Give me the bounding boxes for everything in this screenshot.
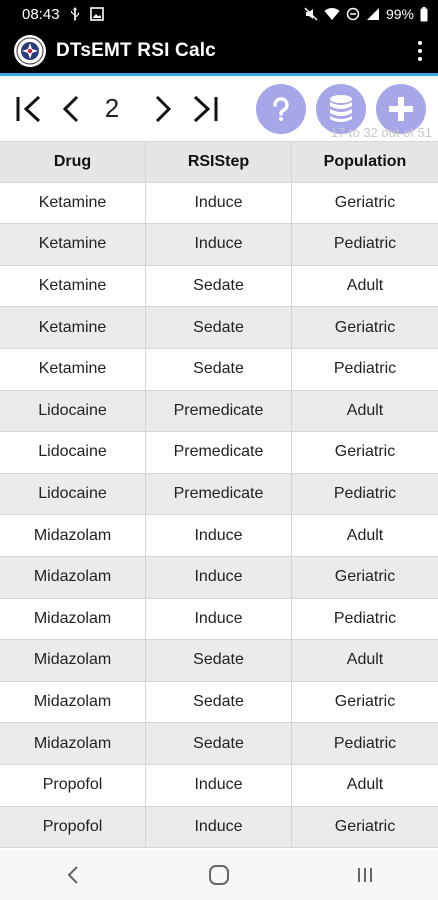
home-icon bbox=[208, 864, 230, 886]
help-icon bbox=[266, 94, 296, 124]
cell-drug: Midazolam bbox=[0, 640, 146, 682]
app-title: DTsEMT RSI Calc bbox=[56, 39, 216, 61]
status-bar bbox=[0, 0, 438, 28]
home-button[interactable] bbox=[189, 850, 249, 900]
cell-rsistep: Induce bbox=[146, 515, 292, 557]
data-table bbox=[0, 141, 438, 848]
help-button[interactable] bbox=[256, 84, 306, 134]
column-header-population[interactable]: Population bbox=[292, 141, 438, 183]
cell-rsistep: Sedate bbox=[146, 349, 292, 391]
cell-population: Pediatric bbox=[292, 599, 438, 641]
battery-icon bbox=[420, 6, 428, 22]
table-row[interactable] bbox=[0, 765, 438, 807]
cell-population: Pediatric bbox=[292, 224, 438, 266]
cell-drug: Midazolam bbox=[0, 599, 146, 641]
cell-drug: Ketamine bbox=[0, 224, 146, 266]
usb-icon bbox=[70, 6, 80, 22]
first-page-icon bbox=[13, 94, 45, 124]
cell-drug: Lidocaine bbox=[0, 432, 146, 474]
cell-drug: Ketamine bbox=[0, 183, 146, 225]
table-row[interactable] bbox=[0, 515, 438, 557]
cell-drug: Midazolam bbox=[0, 723, 146, 765]
table-row[interactable] bbox=[0, 183, 438, 225]
chevron-right-icon bbox=[152, 94, 174, 124]
recent-apps-button[interactable] bbox=[335, 850, 395, 900]
table-row[interactable] bbox=[0, 682, 438, 724]
last-page-button[interactable] bbox=[188, 91, 222, 127]
cell-drug: Propofol bbox=[0, 807, 146, 849]
status-time: 08:43 bbox=[22, 5, 60, 23]
cell-population: Geriatric bbox=[292, 183, 438, 225]
cell-drug: Lidocaine bbox=[0, 474, 146, 516]
cell-rsistep: Sedate bbox=[146, 640, 292, 682]
table-row[interactable] bbox=[0, 349, 438, 391]
overflow-menu-icon[interactable] bbox=[402, 27, 438, 75]
cell-population: Adult bbox=[292, 266, 438, 308]
cell-rsistep: Premedicate bbox=[146, 391, 292, 433]
cell-population: Geriatric bbox=[292, 682, 438, 724]
table-row[interactable] bbox=[0, 807, 438, 849]
cell-population: Geriatric bbox=[292, 807, 438, 849]
back-button[interactable] bbox=[43, 850, 103, 900]
data-saver-icon bbox=[346, 6, 360, 22]
cell-population: Pediatric bbox=[292, 349, 438, 391]
table-row[interactable] bbox=[0, 224, 438, 266]
table-row[interactable] bbox=[0, 474, 438, 516]
cell-rsistep: Induce bbox=[146, 183, 292, 225]
cell-rsistep: Induce bbox=[146, 807, 292, 849]
app-logo bbox=[14, 35, 46, 67]
cell-population: Geriatric bbox=[292, 432, 438, 474]
cell-drug: Ketamine bbox=[0, 266, 146, 308]
table-row[interactable] bbox=[0, 391, 438, 433]
table-row[interactable] bbox=[0, 640, 438, 682]
back-chevron-icon bbox=[66, 865, 80, 885]
cell-drug: Midazolam bbox=[0, 557, 146, 599]
cell-rsistep: Induce bbox=[146, 765, 292, 807]
recent-apps-icon bbox=[355, 866, 375, 884]
mute-icon bbox=[304, 6, 318, 22]
system-navigation-bar bbox=[0, 850, 438, 900]
cell-population: Geriatric bbox=[292, 307, 438, 349]
cell-rsistep: Sedate bbox=[146, 723, 292, 765]
column-header-drug[interactable]: Drug bbox=[0, 141, 146, 183]
cell-population: Adult bbox=[292, 640, 438, 682]
image-notification-icon bbox=[90, 6, 104, 22]
cell-drug: Ketamine bbox=[0, 349, 146, 391]
cell-rsistep: Premedicate bbox=[146, 432, 292, 474]
cell-population: Pediatric bbox=[292, 723, 438, 765]
cell-drug: Propofol bbox=[0, 765, 146, 807]
cell-rsistep: Induce bbox=[146, 557, 292, 599]
page-number: 2 bbox=[104, 93, 120, 123]
cell-rsistep: Induce bbox=[146, 224, 292, 266]
table-row[interactable] bbox=[0, 557, 438, 599]
cell-population: Pediatric bbox=[292, 474, 438, 516]
previous-page-button[interactable] bbox=[58, 91, 84, 127]
last-page-icon bbox=[189, 94, 221, 124]
cell-drug: Ketamine bbox=[0, 307, 146, 349]
table-row[interactable] bbox=[0, 432, 438, 474]
database-icon bbox=[326, 93, 356, 125]
table-row[interactable] bbox=[0, 599, 438, 641]
first-page-button[interactable] bbox=[12, 91, 46, 127]
table-header-row bbox=[0, 141, 438, 183]
table-row[interactable] bbox=[0, 723, 438, 765]
cell-population: Geriatric bbox=[292, 557, 438, 599]
battery-percent: 99% bbox=[385, 6, 414, 22]
app-bar bbox=[0, 28, 438, 76]
plus-icon bbox=[387, 95, 415, 123]
cell-population: Adult bbox=[292, 765, 438, 807]
column-header-rsistep[interactable]: RSIStep bbox=[146, 141, 292, 183]
cell-drug: Lidocaine bbox=[0, 391, 146, 433]
cell-population: Adult bbox=[292, 391, 438, 433]
cell-rsistep: Sedate bbox=[146, 307, 292, 349]
signal-icon bbox=[366, 6, 380, 22]
chevron-left-icon bbox=[60, 94, 82, 124]
table-row[interactable] bbox=[0, 266, 438, 308]
next-page-button[interactable] bbox=[150, 91, 176, 127]
cell-drug: Midazolam bbox=[0, 682, 146, 724]
table-row[interactable] bbox=[0, 307, 438, 349]
cell-drug: Midazolam bbox=[0, 515, 146, 557]
cell-rsistep: Induce bbox=[146, 599, 292, 641]
record-range-text: 17 to 32 out of 51 bbox=[330, 125, 432, 140]
cell-rsistep: Sedate bbox=[146, 266, 292, 308]
cell-population: Adult bbox=[292, 515, 438, 557]
cell-rsistep: Premedicate bbox=[146, 474, 292, 516]
pager-toolbar bbox=[0, 79, 438, 141]
wifi-icon bbox=[324, 6, 340, 22]
cell-rsistep: Sedate bbox=[146, 682, 292, 724]
